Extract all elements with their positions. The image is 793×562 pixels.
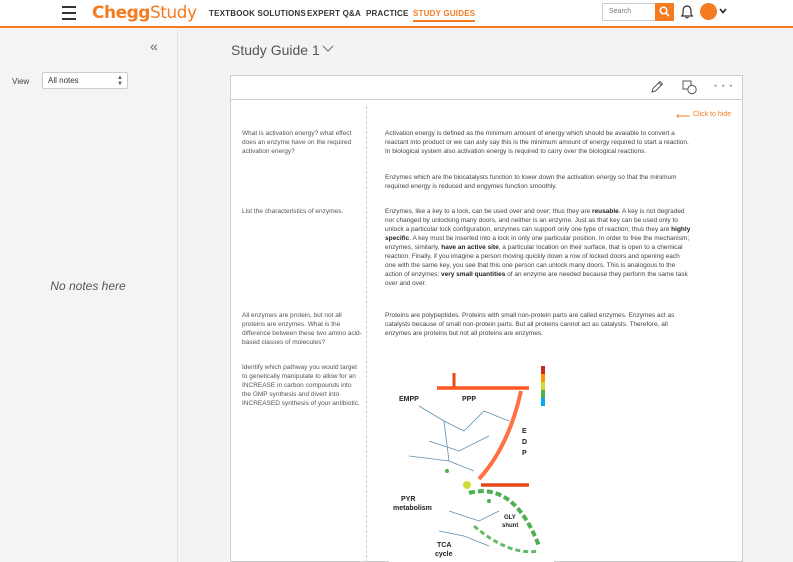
answer-1-paragraph-1: Activation energy is defined as the minimum amount of energy which should be avaiable to convert a reactant into product or we can asly say this is the minimum amount of energy required to start a reaction. In biological system also activation energy is required to carry over the biological reactions. [385, 130, 689, 155]
logo-chegg: Chegg [92, 3, 150, 23]
question-2: List the characteristics of enzymes. [242, 208, 344, 215]
search-button[interactable] [655, 3, 674, 21]
question-3: All enzymes are protein, but not all proteins are enzymes. What is the difference between these two amino acid-based classes of molecules? [242, 312, 362, 346]
select-arrows-icon: ▲ ▼ [117, 75, 123, 87]
notes-sidebar [0, 30, 178, 562]
top-navigation-bar [0, 0, 793, 28]
answer-2-bold: have an active site [441, 244, 499, 251]
answer-2-text: Enzymes, like a key to a lock, can be used over and over; thus they are [385, 208, 593, 215]
logo-study: Study [149, 3, 197, 23]
figure-label-cycle: cycle [435, 551, 453, 558]
chevron-down-icon[interactable] [322, 45, 334, 53]
view-select-value: All notes [48, 76, 79, 85]
page-title[interactable]: Study Guide 1 [231, 42, 320, 58]
double-chevron-left-icon[interactable]: « [150, 38, 158, 54]
question-4: Identify which pathway you would target to genetically manipulate to allow for an INCREASE in carbon compounds into the GMP synthesis and divert into INCREASED synthesis of your antibiotic. [242, 364, 360, 407]
answer-3: Proteins are polypeptides. Proteins with small non-protein parts are called enzymes. Enzymes act as catalysts because of small non-protein parts. But all proteins cannot act as catalysts. Therefore, all enzymes are proteins but not all proteins are enzymes. [385, 312, 675, 337]
empty-notes-message: No notes here [50, 279, 126, 293]
figure-label-ppp: PPP [462, 396, 477, 403]
view-label: View [12, 77, 30, 86]
nav-expert-qa[interactable]: EXPERT Q&A [307, 9, 362, 18]
question-1: What is activation energy? what effect does an enzyme have on the required activation energy? [242, 130, 352, 155]
answer-2 [385, 207, 691, 288]
figure-label-pyr: PYR [401, 496, 416, 503]
pencil-icon[interactable] [650, 80, 664, 94]
bell-icon[interactable] [681, 5, 693, 19]
search-input[interactable]: Search [602, 3, 657, 21]
study-guide-card [230, 75, 743, 562]
answer-2-text: . A key is not degraded nor changed by unlocking many doors, and neither is an enzyme. Just as that key can be used only to unlock a particular lock configuration, enzymes can support only one type of reaction; thus they are [385, 208, 685, 233]
figure-label-tca: TCA [437, 542, 452, 549]
figure-label-p: P [522, 450, 527, 457]
answer-1-paragraph-2: Enzymes which are the biocatalysts function to lower down the activation energy so that the minimum required energy is reduced and engymes function smoothly. [385, 174, 677, 190]
chegg-study-logo[interactable] [92, 3, 197, 23]
answer-2-bold: reusable [592, 208, 619, 215]
chevron-down-icon[interactable] [719, 8, 727, 14]
metabolic-pathway-figure [389, 361, 554, 562]
avatar[interactable] [700, 3, 717, 20]
answer-2-bold: very small quantities [441, 271, 506, 278]
view-select[interactable] [42, 72, 128, 89]
figure-label-d: D [522, 439, 528, 446]
search-icon [659, 6, 670, 17]
figure-label-gly: GLY [504, 515, 516, 521]
figure-label-shunt: shunt [502, 523, 519, 529]
figure-label-e: E [522, 428, 527, 435]
nav-practice[interactable]: PRACTICE [366, 9, 409, 18]
answer-2-text: . A key must be inserted into a lock in only one particular position. In order to free the mechanism; enzymes, similarly, [385, 235, 690, 251]
column-divider [366, 106, 367, 562]
click-to-hide-link[interactable]: Click to hide [693, 111, 732, 118]
answer-2-bold: highly specific [385, 226, 691, 242]
nav-study-guides[interactable]: STUDY GUIDES [413, 9, 476, 18]
arrow-left-icon[interactable]: ⟵ [676, 111, 691, 122]
answer-2-text: , a particular location on their surface, that is open to a chemical reaction. Finally, if you imagine a person moving quickly down a row of locked doors and opening each one with the same key, you see that this one person can unlock many doors. This is analogous to the action of enzymes; [385, 244, 683, 278]
shapes-icon[interactable] [682, 80, 698, 95]
figure-label-metabolism: metabolism [393, 505, 432, 512]
card-toolbar [231, 76, 742, 100]
menu-icon[interactable] [62, 6, 76, 20]
more-icon[interactable]: • • • [714, 81, 734, 91]
nav-textbook-solutions[interactable]: TEXTBOOK SOLUTIONS [209, 9, 306, 18]
answer-2-text: of an enzyme are needed because they perform the same task over and over. [385, 271, 688, 287]
figure-label-empp: EMPP [399, 396, 419, 403]
